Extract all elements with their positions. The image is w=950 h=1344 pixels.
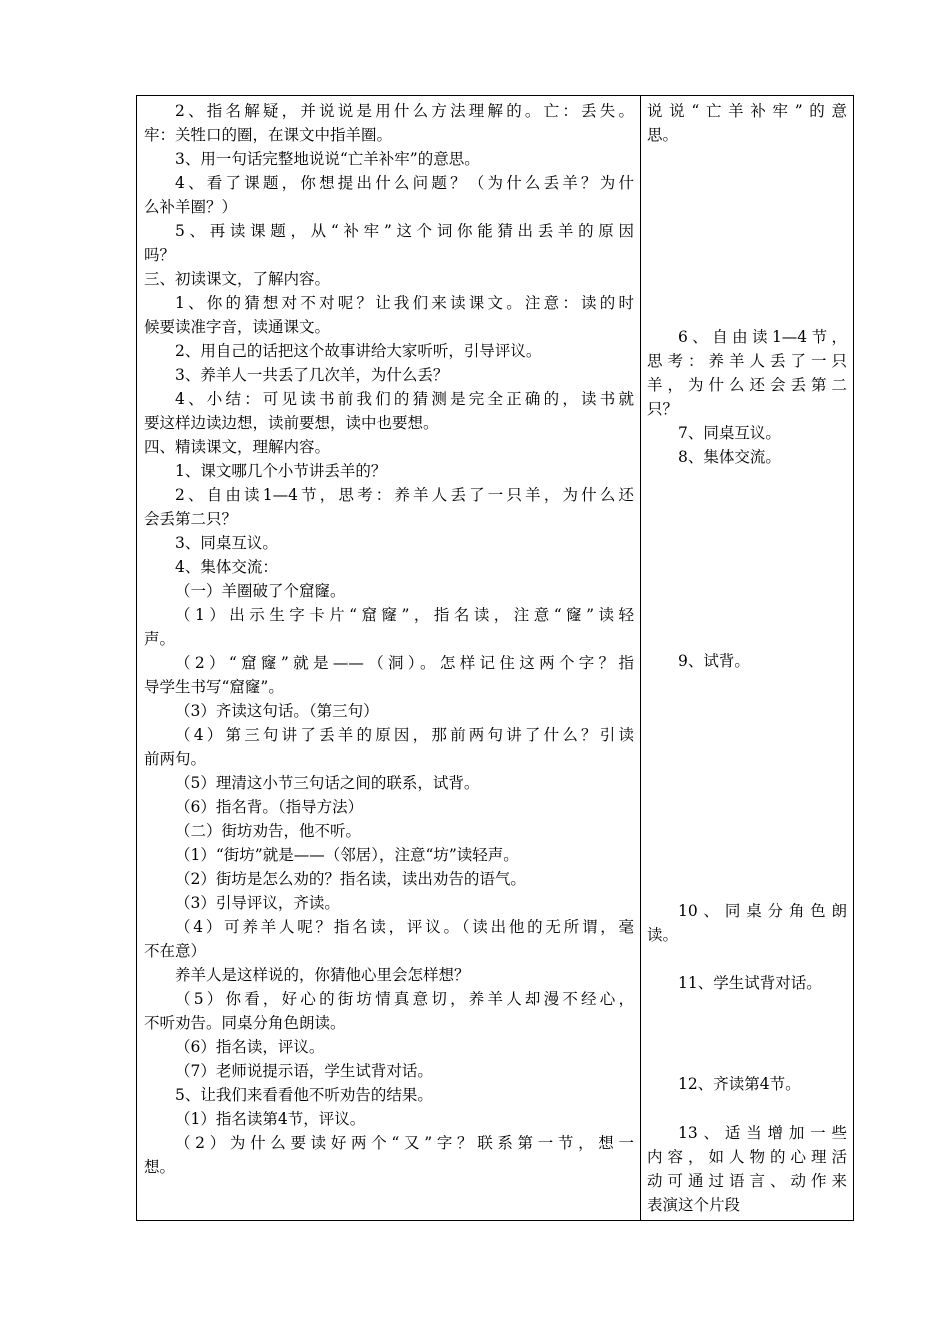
text-line: 4、小结：可见读书前我们的猜测是完全正确的，读书就 <box>175 390 634 408</box>
text-line: 3、养羊人一共丢了几次羊，为什么丢？ <box>175 366 449 384</box>
text-line: 导学生书写“窟窿”。 <box>144 678 284 696</box>
section-heading: 三、初读课文，了解内容。 <box>144 270 331 288</box>
text-line: （二）街坊劝告，他不听。 <box>175 822 362 840</box>
text-line: 2、自由读1—4节，思考：养羊人丢了一只羊，为什么还 <box>175 486 634 504</box>
text-line: 不听劝告。同桌分角色朗读。 <box>144 1014 346 1032</box>
section-heading: 四、精读课文，理解内容。 <box>144 438 331 456</box>
text-line: 2、指名解疑，并说说是用什么方法理解的。亡：丢失。 <box>175 102 634 120</box>
text-line: （一）羊圈破了个窟窿。 <box>175 582 346 600</box>
text-line: （6）指名读，评议。 <box>175 1038 325 1056</box>
text-line: 养羊人是这样说的，你猜他心里会怎样想？ <box>175 966 470 984</box>
text-line: 1、课文哪几个小节讲丢羊的？ <box>175 462 387 480</box>
text-line: 候要读准字音，读通课文。 <box>144 318 331 336</box>
text-line: 6、自由读1—4节， <box>678 328 847 346</box>
text-line: 动可通过语言、动作来 <box>647 1172 847 1190</box>
text-line: （4）第三句讲了丢羊的原因，那前两句讲了什么？引读 <box>175 726 634 744</box>
text-line: （5）理清这小节三句话之间的联系，试背。 <box>175 774 480 792</box>
text-line: 说说“亡羊补牢”的意 <box>647 102 847 120</box>
column-divider <box>640 95 641 1221</box>
text-line: 羊，为什么还会丢第二 <box>647 376 847 394</box>
text-line: 4、集体交流： <box>175 558 278 576</box>
text-line: 4、看了课题，你想提出什么问题？（为什么丢羊？为什 <box>175 174 634 192</box>
text-line: （1）出示生字卡片“窟窿”，指名读，注意“窿”读轻 <box>175 606 634 624</box>
text-line: 牢：关牲口的圈，在课文中指羊圈。 <box>144 126 393 144</box>
text-line: 10、同桌分角色朗 <box>678 902 847 920</box>
text-line: 1、你的猜想对不对呢？让我们来读课文。注意：读的时 <box>175 294 634 312</box>
text-line: 2、用自己的话把这个故事讲给大家听听，引导评议。 <box>175 342 542 360</box>
text-line: 3、同桌互议。 <box>175 534 278 552</box>
text-line: 11、学生试背对话。 <box>678 974 822 992</box>
text-line: 内容，如人物的心理活 <box>647 1148 847 1166</box>
text-line: 会丢第二只？ <box>144 510 238 528</box>
text-line: （2）“窟窿”就是——（洞）。怎样记住这两个字？指 <box>175 654 634 672</box>
text-line: （6）指名背。（指导方法） <box>175 798 364 816</box>
text-line: （2）街坊是怎么劝的？指名读，读出劝告的语气。 <box>175 870 526 888</box>
text-line: 5、再读课题，从“补牢”这个词你能猜出丢羊的原因 <box>175 222 634 240</box>
text-line: 前两句。 <box>144 750 207 768</box>
text-line: 不在意） <box>144 942 207 960</box>
text-line: 思。 <box>647 126 679 144</box>
text-line: 声。 <box>144 630 176 648</box>
text-line: （3）齐读这句话。（第三句） <box>175 702 379 720</box>
text-line: 只？ <box>647 400 679 418</box>
text-line: 3、用一句话完整地说说“亡羊补牢”的意思。 <box>175 150 480 168</box>
text-line: 12、齐读第4节。 <box>678 1075 801 1093</box>
text-line: （1）“街坊”就是——（邻居），注意“坊”读轻声。 <box>175 846 519 864</box>
text-line: 13、适当增加一些 <box>678 1124 847 1142</box>
text-line: （3）引导评议，齐读。 <box>175 894 340 912</box>
text-line: 要这样边读边想，读前要想，读中也要想。 <box>144 414 439 432</box>
text-line: 吗？ <box>144 246 176 264</box>
text-line: 表演这个片段 <box>647 1196 741 1214</box>
text-line: 么补羊圈？） <box>144 198 238 216</box>
text-line: （5）你看，好心的街坊情真意切，养羊人却漫不经心， <box>175 990 634 1008</box>
text-line: （7）老师说提示语，学生试背对话。 <box>175 1062 433 1080</box>
text-line: （1）指名读第4节，评议。 <box>175 1110 366 1128</box>
text-line: （2）为什么要读好两个“又”字？联系第一节，想一 <box>175 1134 634 1152</box>
text-line: 5、让我们来看看他不听劝告的结果。 <box>175 1086 433 1104</box>
text-line: 读。 <box>647 926 679 944</box>
text-line: （4）可养羊人呢？指名读，评议。（读出他的无所谓，毫 <box>175 918 634 936</box>
text-line: 想。 <box>144 1158 176 1176</box>
text-line: 7、同桌互议。 <box>678 424 781 442</box>
text-line: 9、试背。 <box>678 652 750 670</box>
text-line: 思考：养羊人丢了一只 <box>647 352 847 370</box>
text-line: 8、集体交流。 <box>678 448 781 466</box>
